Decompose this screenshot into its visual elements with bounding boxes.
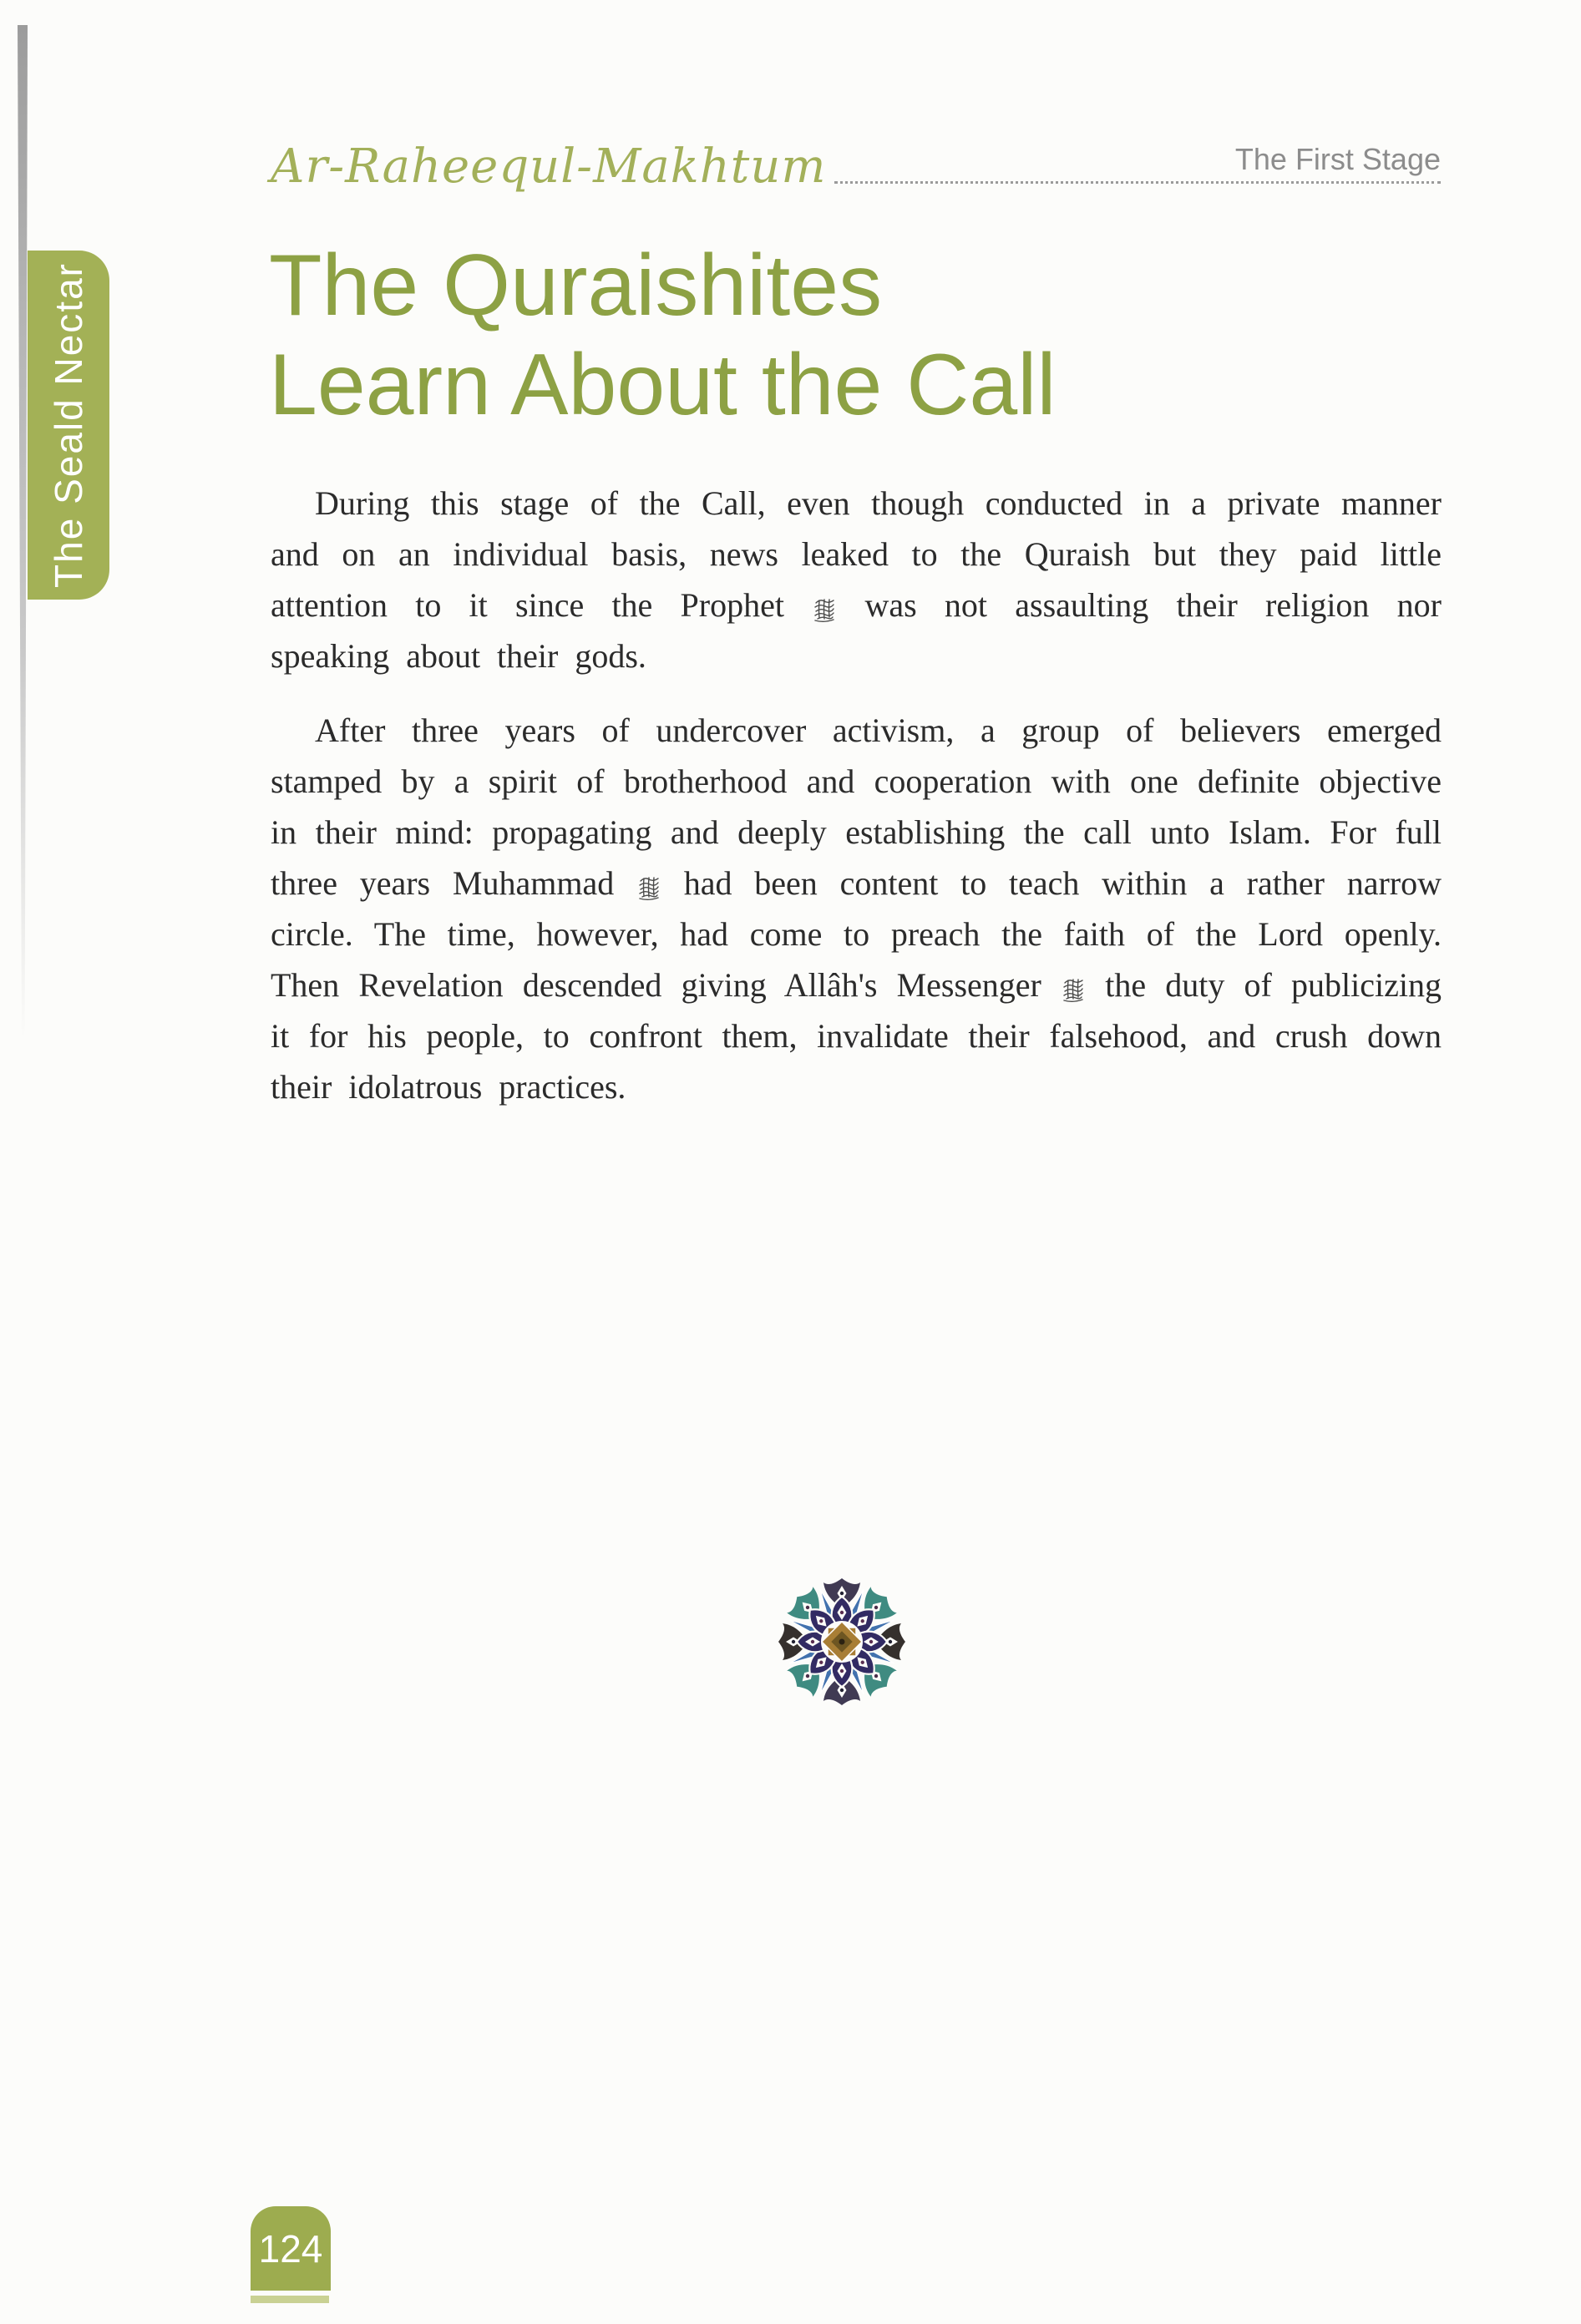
paragraph: After three years of undercover activism, a group of believers emerged stamped by a spirit of brotherhood and cooperation with one definite objective in their mind: propagating and deeply establishing the call unto Islam. For full three years Muhammad had been content to teach within a rather narrow circle. The time, however, had come to preach the faith of the Lord openly. Then Revelation descended giving Allâh's Messenger the duty of publicizing it for his people, to confront them, invalidate their falsehood, and crush down their idolatrous practices. (271, 711, 1442, 1106)
paragraph: During this stage of the Call, even though conducted in a private manner and on an individual basis, news leaked to the Quraish but they paid little attention to it since the Prophet was not assaulting their religion nor speaking about their gods. (271, 484, 1442, 675)
chapter-title-line2: Learn About the Call (269, 337, 1057, 433)
islamic-rosette-ornament (775, 1575, 909, 1709)
page-number: 124 (258, 2226, 323, 2271)
body-text (271, 478, 1442, 1112)
pbuh-calligraphy-icon (638, 875, 660, 900)
stage-label: The First Stage (1234, 142, 1441, 176)
page-number-box (251, 2206, 331, 2291)
page-header (271, 124, 1441, 194)
chapter-title-line1: The Quraishites (269, 237, 883, 334)
header-dotted-rule (834, 144, 1441, 184)
islamic-rosette-graphic (775, 1575, 909, 1709)
pbuh-calligraphy-icon (1062, 977, 1084, 1002)
side-tab (28, 251, 109, 600)
side-tab-label: The Seald Nectar (47, 262, 90, 588)
page-number-underline (251, 2296, 329, 2303)
page-spine-shadow (18, 25, 28, 1040)
book-title-script: Ar-Raheequl-Makhtum (271, 139, 827, 194)
chapter-title (269, 236, 1056, 435)
pbuh-calligraphy-icon (813, 597, 835, 622)
